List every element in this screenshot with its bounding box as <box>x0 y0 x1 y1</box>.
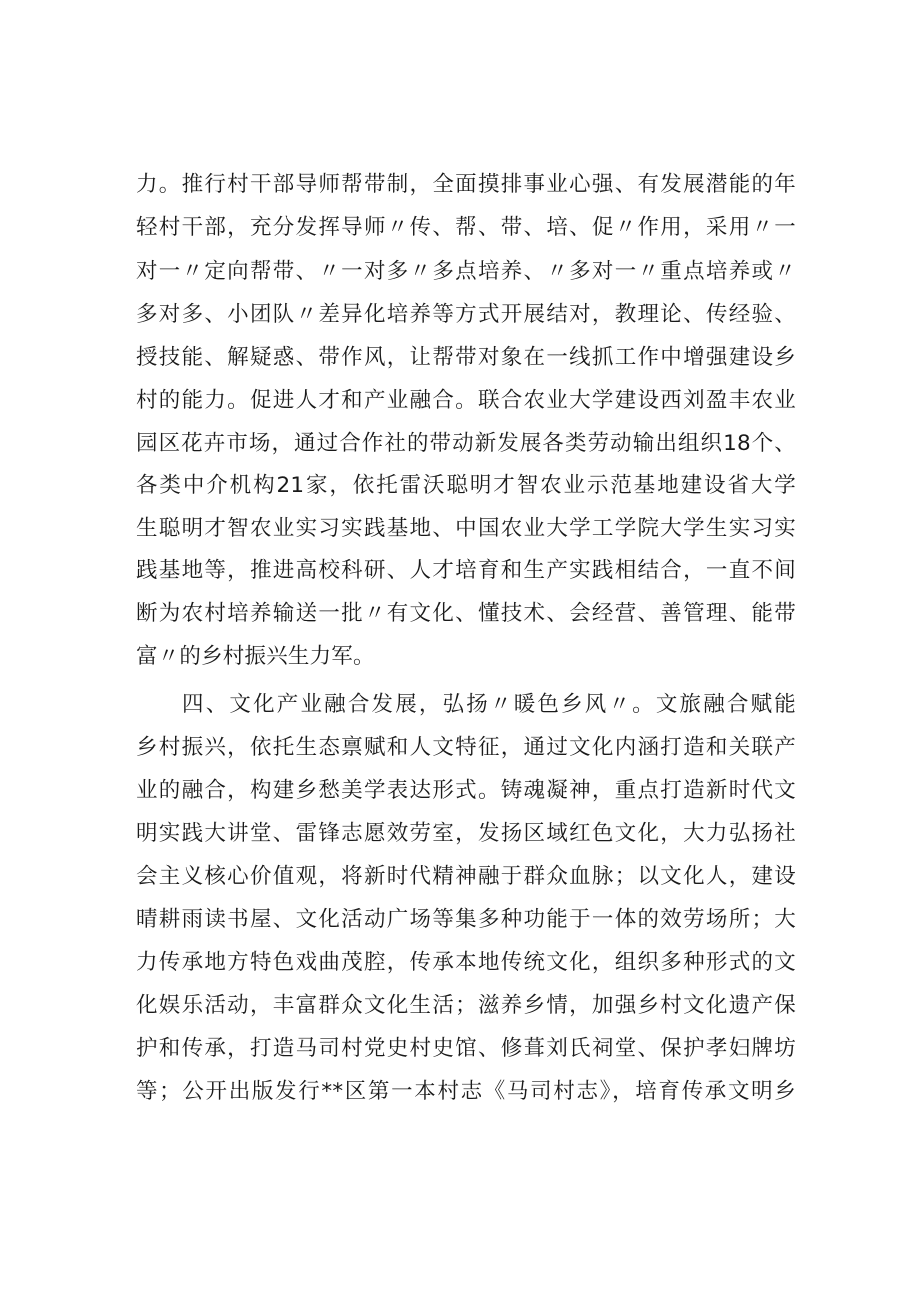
paragraph-line: 践基地等，推进高校科研、人才培育和生产实践相结合，一直不间 <box>136 558 796 583</box>
paragraph-line: 村的能力。促进人才和产业融合。联合农业大学建设西刘盈丰农业 <box>136 388 796 413</box>
paragraph-line: 业的融合，构建乡愁美学表达形式。铸魂凝神，重点打造新时代文 <box>136 778 796 803</box>
paragraph-line: 护和传承，打造马司村党史村史馆、修葺刘氏祠堂、保护孝妇牌坊 <box>136 1036 796 1061</box>
paragraph-line: 明实践大讲堂、雷锋志愿效劳室，发扬区域红色文化，大力弘扬社 <box>136 821 796 846</box>
paragraph-line: 力传承地方特色戏曲茂腔，传承本地传统文化，组织多种形式的文 <box>136 950 796 975</box>
paragraph-line: 对一〃定向帮带、〃一对多〃多点培养、〃多对一〃重点培养或〃 <box>136 259 796 284</box>
section-heading-line: 四、文化产业融合发展，弘扬〃暖色乡风〃。文旅融合赋能 <box>182 692 796 717</box>
paragraph-line: 授技能、解疑惑、带作风，让帮带对象在一线抓工作中增强建设乡 <box>136 345 796 370</box>
paragraph-line: 乡村振兴，依托生态禀赋和人文特征，通过文化内涵打造和关联产 <box>136 735 796 760</box>
paragraph-line: 园区花卉市场，通过合作社的带动新发展各类劳动输出组织18个、 <box>136 431 796 456</box>
paragraph-line: 富〃的乡村振兴生力军。 <box>136 644 375 669</box>
paragraph-line: 等；公开出版发行**区第一本村志《马司村志》，培育传承文明乡 <box>136 1079 796 1104</box>
paragraph-line: 晴耕雨读书屋、文化活动广场等集多种功能于一体的效劳场所；大 <box>136 907 796 932</box>
paragraph-line: 化娱乐活动，丰富群众文化生活；滋养乡情，加强乡村文化遗产保 <box>136 993 796 1018</box>
paragraph-line: 轻村干部，充分发挥导师〃传、帮、带、培、促〃作用，采用〃一 <box>136 215 796 240</box>
paragraph-line: 多对多、小团队〃差异化培养等方式开展结对，教理论、传经验、 <box>136 302 796 327</box>
paragraph-line: 生聪明才智农业实习实践基地、中国农业大学工学院大学生实习实 <box>136 516 796 541</box>
paragraph-line: 力。推行村干部导师帮带制，全面摸排事业心强、有发展潜能的年 <box>136 172 796 197</box>
paragraph-line: 会主义核心价值观，将新时代精神融于群众血脉；以文化人，建设 <box>136 864 796 889</box>
paragraph-line: 各类中介机构21家，依托雷沃聪明才智农业示范基地建设省大学 <box>136 473 796 498</box>
paragraph-line: 断为农村培养输送一批〃有文化、懂技术、会经营、善管理、能带 <box>136 601 796 626</box>
